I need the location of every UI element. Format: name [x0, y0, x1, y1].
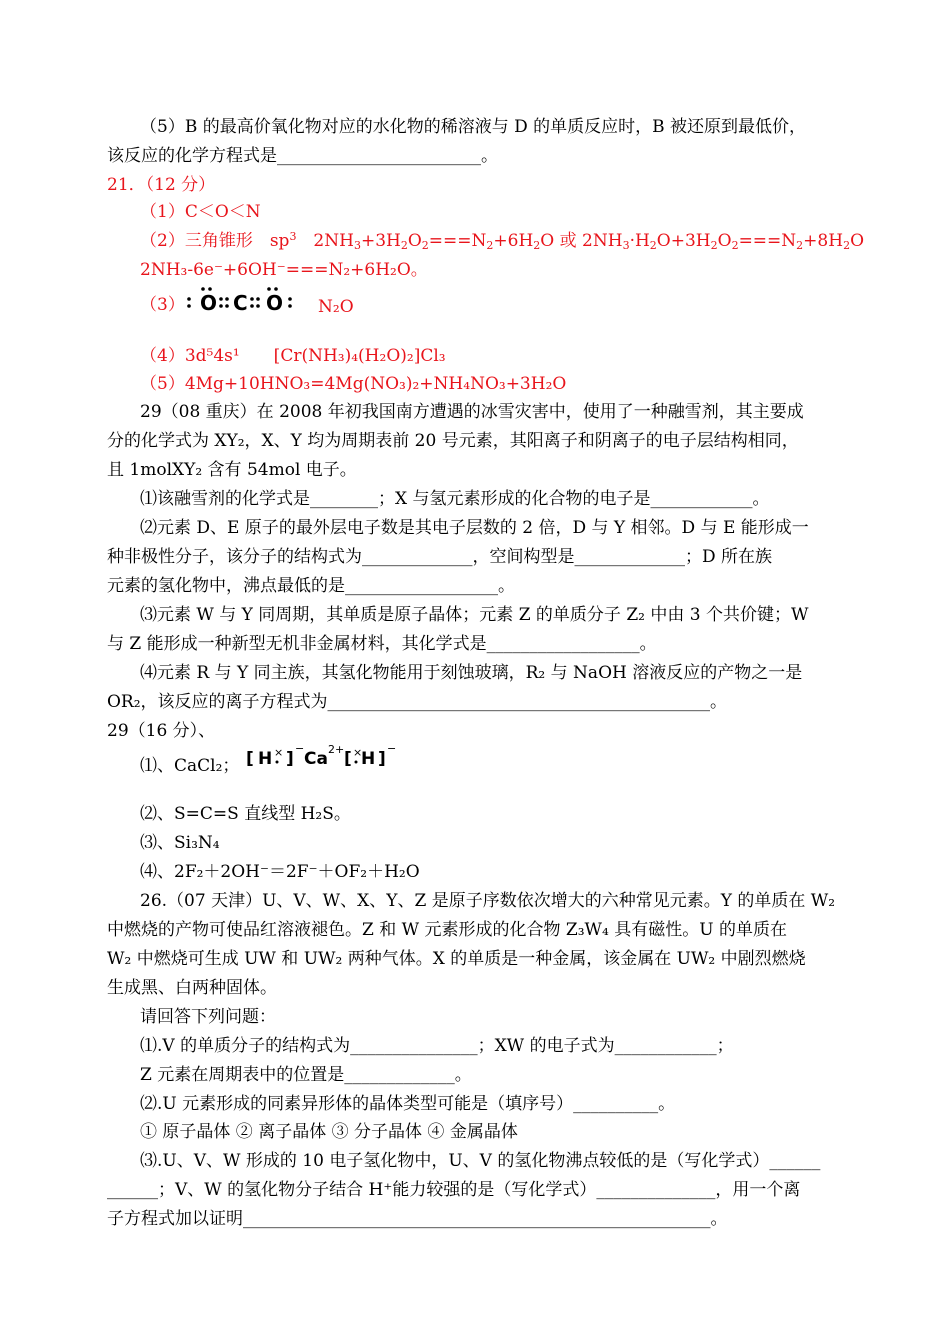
answer-21-heading: 21．（12 分） — [107, 175, 216, 195]
svg-text:H: H — [361, 749, 376, 769]
q5-line-1: （5）B 的最高价氧化物对应的水化物的稀溶液与 D 的单质反应时，B 被还原到最低价， — [140, 117, 807, 137]
answer-21-part-2: （2）三角锥形 $sp^3$ $2NH_3+3H_2O_2===N_2+6H_2O$ 或 $2NH_3\cdot H_2O+3H_2O_2===N_2+8H_2O$ — [140, 230, 864, 252]
q5-line-2: 该反应的化学方程式是________________________。 — [107, 146, 498, 166]
answer-29-part-1: ⑴、CaCl₂； — [140, 756, 240, 776]
svg-text:C: C — [233, 291, 248, 315]
svg-text:−: − — [295, 742, 305, 755]
co2-electron-dot-structure — [186, 285, 294, 317]
answer-21-part-1: （1）C＜O＜N — [140, 202, 261, 222]
q29-line-1: 29（08 重庆）在 2008 年初我国南方遭遇的冰雪灾害中，使用了一种融雪剂，其主要成 — [140, 402, 804, 422]
answer-29-part-3: ⑶、Si₃N₄ — [140, 833, 220, 853]
answer-21-part-2-line-2: 2NH₃-6e⁻+6OH⁻===N₂+6H₂O。 — [140, 260, 428, 280]
q26-line-3: W₂ 中燃烧可生成 UW 和 UW₂ 两种气体。X 的单质是一种金属，该金属在 UW₂ 中剧烈燃烧 — [107, 949, 806, 969]
q29-sub-2-line-2: 种非极性分子，该分子的结构式为_____________，空间构型是_____________；D 所在族 — [107, 547, 773, 567]
svg-text:[: [ — [344, 749, 352, 769]
q26-line-5: 请回答下列问题： — [140, 1007, 276, 1027]
answer-29-heading: 29（16 分）、 — [107, 721, 216, 741]
svg-text:O: O — [266, 291, 284, 315]
q29-sub-3-line-2: 与 Z 能形成一种新型无机非金属材料，其化学式是__________________。 — [107, 634, 657, 654]
q29-sub-1: ⑴该融雪剂的化学式是________；X 与氢元素形成的化合物的电子是____________。 — [140, 489, 770, 509]
svg-text:−: − — [387, 742, 396, 755]
svg-text:]: ] — [286, 749, 294, 769]
q26-sub-2: ⑵.U 元素形成的同素异形体的晶体类型可能是（填序号）__________。 — [140, 1094, 676, 1114]
svg-text:]: ] — [378, 749, 386, 769]
q26-line-1: 26.（07 天津）U、V、W、X、Y、Z 是原子序数依次增大的六种常见元素。Y 的单质在 W₂ — [140, 891, 836, 911]
svg-text:×: × — [353, 746, 363, 759]
q29-sub-3-line-1: ⑶元素 W 与 Y 同周期，其单质是原子晶体；元素 Z 的单质分子 Z₂ 中由 3 个共价键；W — [140, 605, 809, 625]
q29-line-2: 分的化学式为 XY₂，X、Y 均为周期表前 20 号元素，其阳离子和阴离子的电子层结构相同， — [107, 431, 799, 451]
q26-sub-3-line-3: 子方程式加以证明_______________________________________________________。 — [107, 1209, 728, 1229]
q26-sub-3-line-1: ⑶.U、V、W 形成的 10 电子氢化物中，U、V 的氢化物沸点较低的是（写化学式）______ — [140, 1151, 821, 1171]
q26-line-4: 生成黑、白两种固体。 — [107, 978, 277, 998]
q26-options: ① 原子晶体 ② 离子晶体 ③ 分子晶体 ④ 金属晶体 — [140, 1122, 518, 1142]
svg-text:H: H — [258, 749, 273, 769]
answer-21-part-4: （4）3d⁵4s¹ [Cr(NH₃)₄(H₂O)₂]Cl₃ — [140, 346, 446, 366]
answer-21-part-5: （5）4Mg+10HNO₃=4Mg(NO₃)₂+NH₄NO₃+3H₂O — [140, 374, 567, 394]
svg-text:2+: 2+ — [328, 743, 345, 756]
q26-line-2: 中燃烧的产物可使品红溶液褪色。Z 和 W 元素形成的化合物 Z₃W₄ 具有磁性。U 的单质在 — [107, 920, 787, 940]
cah2-electron-dot-structure — [246, 742, 396, 774]
svg-text:O: O — [200, 291, 218, 315]
q26-sub-1-line-2: Z 元素在周期表中的位置是_____________。 — [140, 1065, 472, 1085]
answer-29-part-4: ⑷、2F₂＋2OH⁻＝2F⁻＋OF₂＋H₂O — [140, 862, 420, 882]
q26-sub-1-line-1: ⑴.V 的单质分子的结构式为_______________；XW 的电子式为____________； — [140, 1036, 734, 1056]
svg-text:[: [ — [246, 749, 254, 769]
q29-sub-4-line-2: OR₂，该反应的离子方程式为_____________________________________________。 — [107, 692, 728, 712]
svg-text:Ca: Ca — [304, 749, 328, 769]
q29-sub-2-line-1: ⑵元素 D、E 原子的最外层电子数是其电子层数的 2 倍，D 与 Y 相邻。D 与 E 能形成一 — [140, 518, 809, 538]
answer-21-part-3: （3） — [140, 295, 185, 315]
answer-29-part-2: ⑵、S=C=S 直线型 H₂S。 — [140, 804, 351, 824]
q29-sub-4-line-1: ⑷元素 R 与 Y 同主族，其氢化物能用于刻蚀玻璃，R₂ 与 NaOH 溶液反应的产物之一是 — [140, 663, 803, 683]
q26-sub-3-line-2: ______；V、W 的氢化物分子结合 H⁺能力较强的是（写化学式）______________，用一个离 — [107, 1180, 801, 1200]
q29-sub-2-line-3: 元素的氢化物中，沸点最低的是__________________。 — [107, 576, 515, 596]
svg-text:×: × — [274, 746, 284, 759]
answer-21-part-3-n2o: N₂O — [318, 297, 354, 317]
q29-line-3: 且 1molXY₂ 含有 54mol 电子。 — [107, 460, 357, 480]
